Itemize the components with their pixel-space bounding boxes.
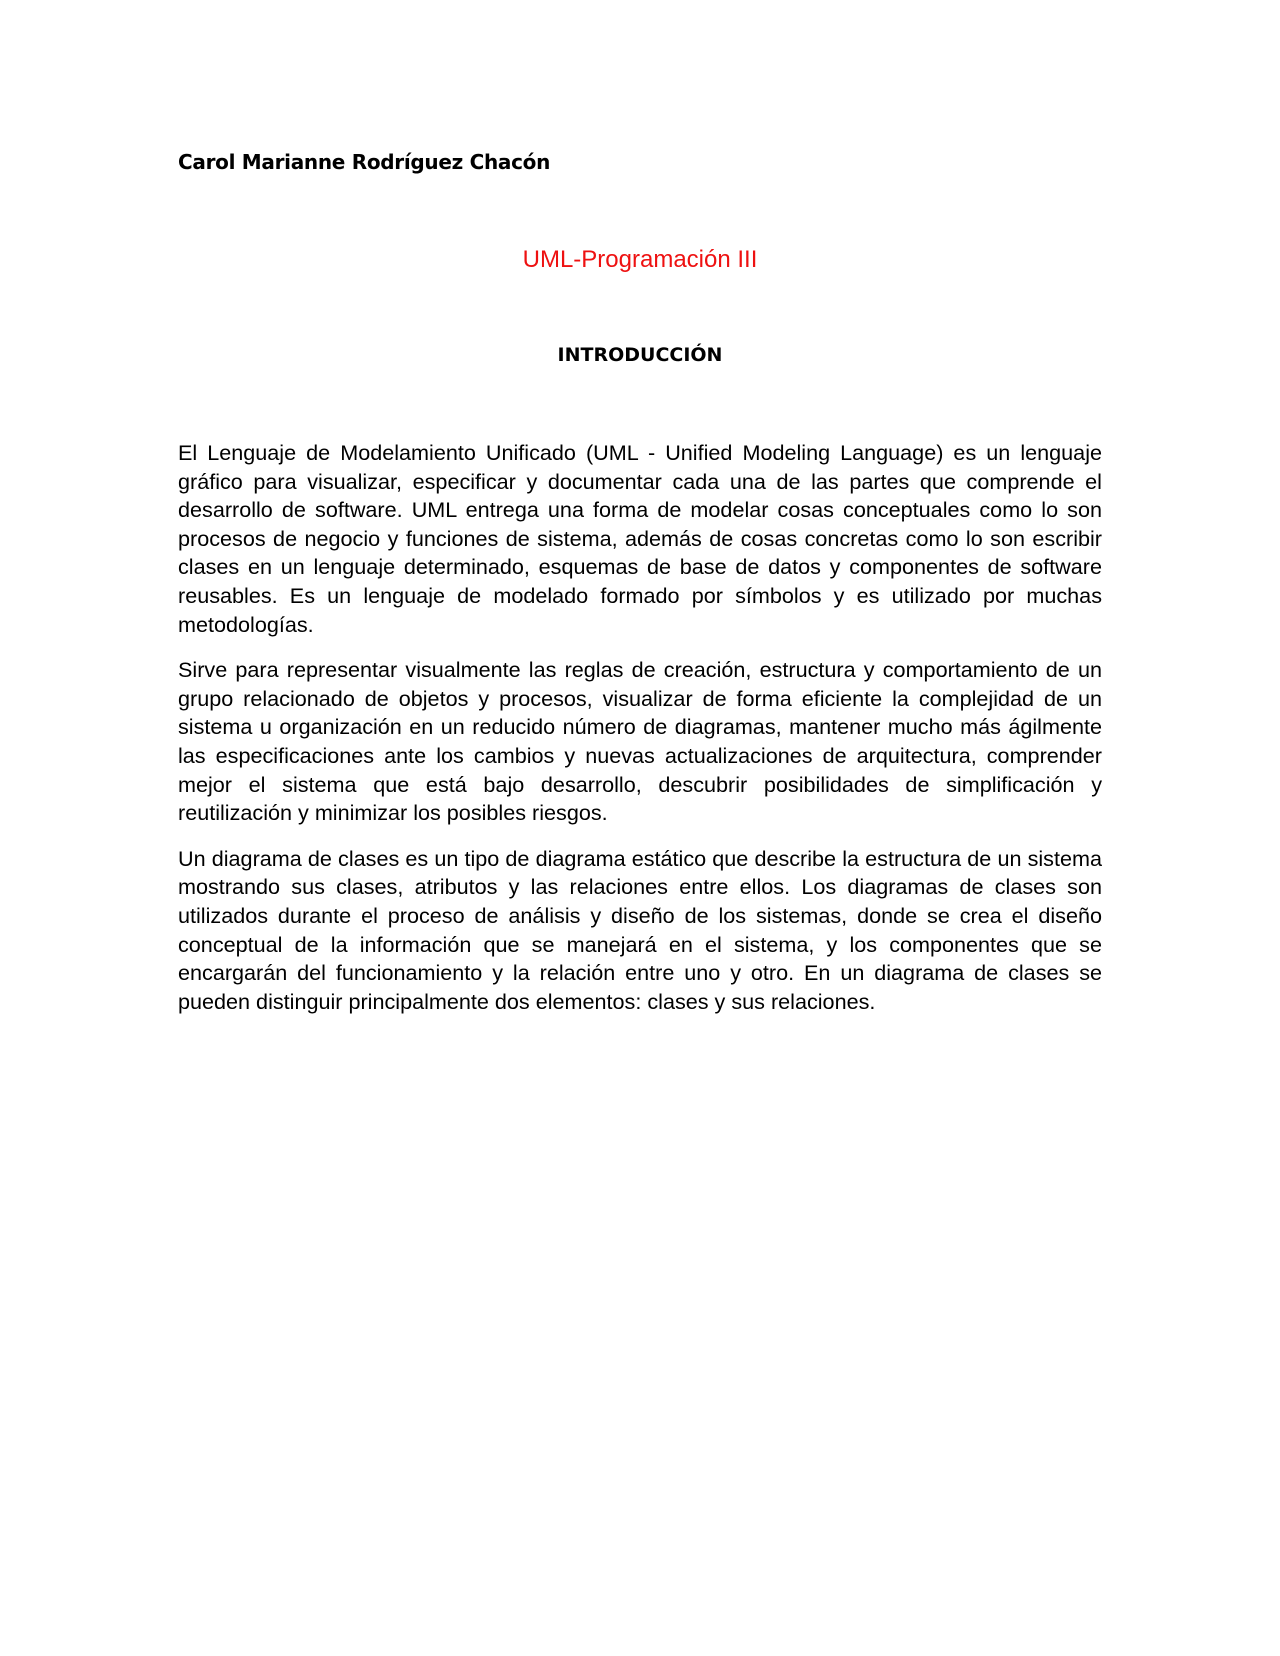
body-text xyxy=(178,439,1102,1033)
document-title: UML-Programación III xyxy=(522,246,758,273)
paragraph: El Lenguaje de Modelamiento Unificado (UML - Unified Modeling Language) es un lenguaje gráfico para visualizar, especificar y documentar cada una de las partes que comprende el desarrollo de software. UML entrega una forma de modelar cosas conceptuales como lo son procesos de negocio y funciones de sistema, además de cosas concretas como lo son escribir clases en un lenguaje determinado, esquemas de base de datos y componentes de software reusables. Es un lenguaje de modelado formado por símbolos y es utilizado por muchas metodologías. xyxy=(178,440,1102,637)
author-name: Carol Marianne Rodríguez Chacón xyxy=(178,150,551,174)
section-heading: INTRODUCCIÓN xyxy=(557,344,723,366)
paragraph: Un diagrama de clases es un tipo de diagrama estático que describe la estructura de un sistema mostrando sus clases, atributos y las relaciones entre ellos. Los diagramas de clases son utilizados durante el proceso de análisis y diseño de los sistemas, donde se crea el diseño conceptual de la información que se manejará en el sistema, y los componentes que se encargarán del funcionamiento y la relación entre uno y otro. En un diagrama de clases se pueden distinguir principalmente dos elementos: clases y sus relaciones. xyxy=(178,845,1102,1014)
paragraph: Sirve para representar visualmente las reglas de creación, estructura y comportamiento de un grupo relacionado de objetos y procesos, visualizar de forma eficiente la complejidad de un sistema u organización en un reducido número de diagramas, mantener mucho más ágilmente las especificaciones ante los cambios y nuevas actualizaciones de arquitectura, comprender mejor el sistema que está bajo desarrollo, descubrir posibilidades de simplificación y reutilización y minimizar los posibles riesgos. xyxy=(178,657,1102,826)
